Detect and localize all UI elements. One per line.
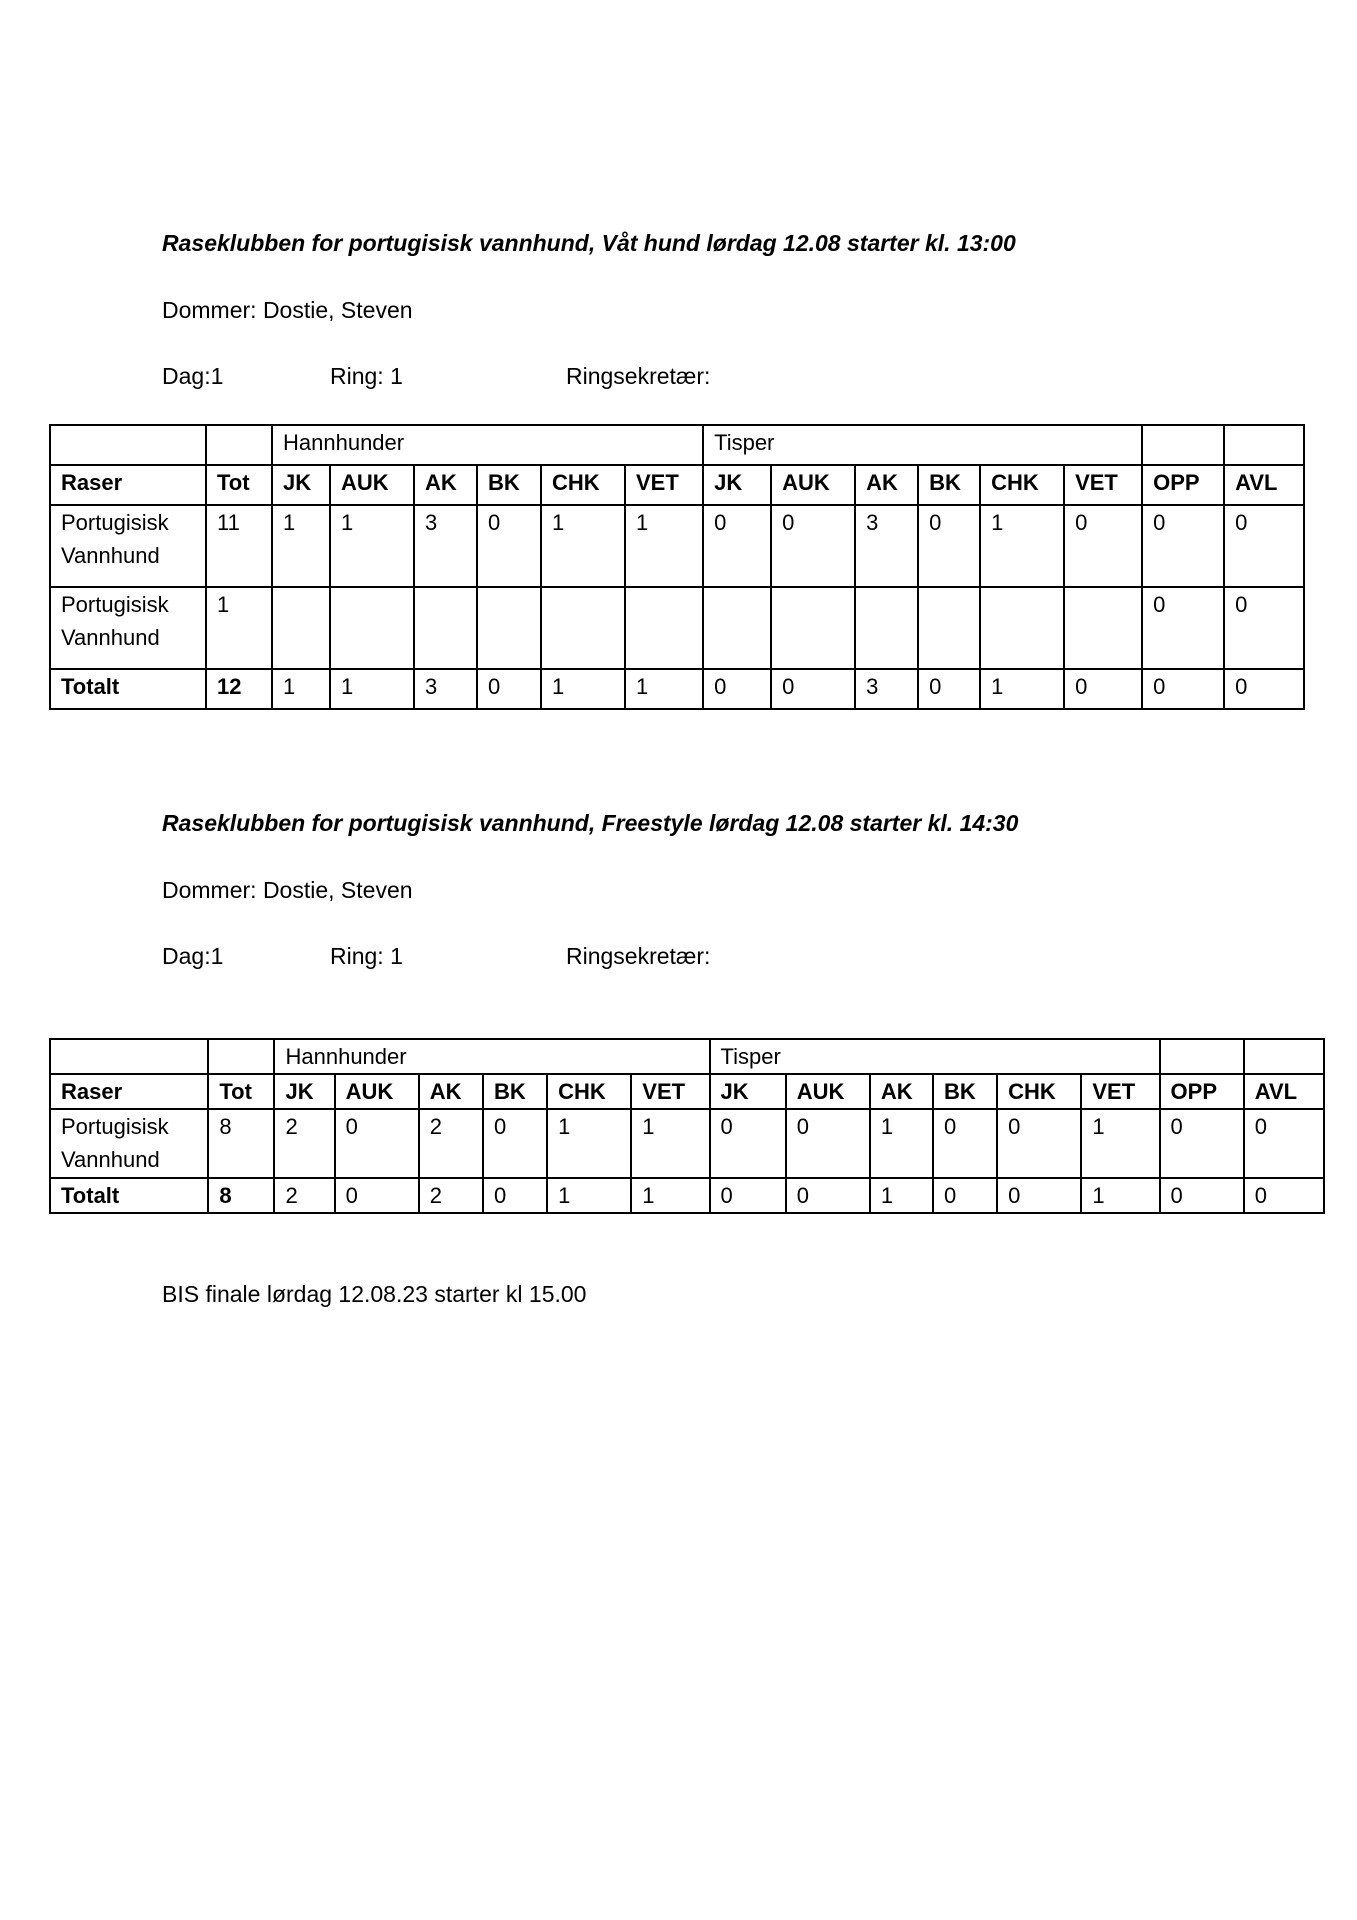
total-cell: 0 bbox=[1224, 669, 1304, 709]
group-males-header: Hannhunder bbox=[272, 425, 703, 465]
breed-name: Portugisisk Vannhund bbox=[50, 587, 206, 669]
total-cell: 0 bbox=[703, 669, 771, 709]
column-header-row bbox=[50, 465, 1304, 505]
total-cell: 1 bbox=[870, 1178, 933, 1213]
column-header: CHK bbox=[541, 465, 625, 505]
total-cell: 1 bbox=[272, 669, 330, 709]
column-header: Tot bbox=[208, 1074, 274, 1109]
total-cell: 0 bbox=[997, 1178, 1081, 1213]
column-header: AUK bbox=[330, 465, 414, 505]
table-cell: 0 bbox=[1142, 587, 1224, 669]
column-header: JK bbox=[703, 465, 771, 505]
total-cell: 1 bbox=[980, 669, 1064, 709]
total-cell: 3 bbox=[855, 669, 918, 709]
column-header: JK bbox=[272, 465, 330, 505]
table-cell: 0 bbox=[1142, 505, 1224, 587]
section1-ring: Ring: 1 bbox=[330, 363, 403, 389]
table-cell bbox=[918, 587, 980, 669]
empty-cell bbox=[206, 425, 272, 465]
column-header: Tot bbox=[206, 465, 272, 505]
total-cell: 0 bbox=[771, 669, 855, 709]
column-header: VET bbox=[1081, 1074, 1159, 1109]
section2-heading: Raseklubben for portugisisk vannhund, Freestyle lørdag 12.08 starter kl. 14:30 bbox=[162, 810, 1019, 836]
total-cell: 0 bbox=[335, 1178, 419, 1213]
column-header: AVL bbox=[1244, 1074, 1324, 1109]
total-cell: 0 bbox=[1244, 1178, 1324, 1213]
empty-cell bbox=[1244, 1039, 1324, 1074]
total-cell: 1 bbox=[625, 669, 703, 709]
table-cell: 3 bbox=[855, 505, 918, 587]
total-cell: 0 bbox=[1142, 669, 1224, 709]
table-cell bbox=[1064, 587, 1142, 669]
table-cell: 0 bbox=[483, 1109, 547, 1178]
total-cell: 1 bbox=[1081, 1178, 1159, 1213]
column-header: CHK bbox=[980, 465, 1064, 505]
total-cell: 12 bbox=[206, 669, 272, 709]
section1-heading: Raseklubben for portugisisk vannhund, Våt hund lørdag 12.08 starter kl. 13:00 bbox=[162, 230, 1016, 256]
table-cell: 2 bbox=[274, 1109, 334, 1178]
table-cell bbox=[272, 587, 330, 669]
table-row bbox=[50, 1109, 1324, 1178]
section2-info bbox=[162, 943, 862, 973]
column-header: BK bbox=[483, 1074, 547, 1109]
table-cell: 1 bbox=[547, 1109, 631, 1178]
table-cell bbox=[477, 587, 541, 669]
column-header: BK bbox=[477, 465, 541, 505]
table-cell: 0 bbox=[1064, 505, 1142, 587]
table-cell: 1 bbox=[1081, 1109, 1159, 1178]
total-cell: 0 bbox=[1160, 1178, 1244, 1213]
column-header: CHK bbox=[997, 1074, 1081, 1109]
total-cell: 1 bbox=[541, 669, 625, 709]
total-row bbox=[50, 669, 1304, 709]
table-cell: 0 bbox=[997, 1109, 1081, 1178]
total-row bbox=[50, 1178, 1324, 1213]
table-cell: 1 bbox=[272, 505, 330, 587]
total-label: Totalt bbox=[50, 669, 206, 709]
column-header: VET bbox=[631, 1074, 709, 1109]
column-header: OPP bbox=[1160, 1074, 1244, 1109]
section2-table bbox=[49, 1038, 1325, 1214]
table-cell: 11 bbox=[206, 505, 272, 587]
section1-secretary: Ringsekretær: bbox=[566, 363, 711, 389]
table-cell: 3 bbox=[414, 505, 477, 587]
table-cell: 0 bbox=[477, 505, 541, 587]
empty-cell bbox=[50, 425, 206, 465]
section2-secretary: Ringsekretær: bbox=[566, 943, 711, 969]
section1-judge: Dommer: Dostie, Steven bbox=[162, 297, 413, 323]
total-cell: 0 bbox=[933, 1178, 997, 1213]
column-header: JK bbox=[274, 1074, 334, 1109]
total-cell: 0 bbox=[710, 1178, 786, 1213]
table-row bbox=[50, 505, 1304, 587]
column-header: AK bbox=[419, 1074, 483, 1109]
column-header: AVL bbox=[1224, 465, 1304, 505]
total-cell: 2 bbox=[274, 1178, 334, 1213]
empty-cell bbox=[208, 1039, 274, 1074]
table-cell: 0 bbox=[771, 505, 855, 587]
group-header-row bbox=[50, 425, 1304, 465]
table-cell bbox=[980, 587, 1064, 669]
section2-day: Dag:1 bbox=[162, 943, 224, 969]
table-cell: 0 bbox=[1160, 1109, 1244, 1178]
total-cell: 0 bbox=[477, 669, 541, 709]
table-cell: 0 bbox=[1244, 1109, 1324, 1178]
table-cell: 0 bbox=[1224, 505, 1304, 587]
total-label: Totalt bbox=[50, 1178, 208, 1213]
table-cell: 1 bbox=[625, 505, 703, 587]
table-cell: 8 bbox=[208, 1109, 274, 1178]
empty-cell bbox=[1224, 425, 1304, 465]
column-header: AK bbox=[855, 465, 918, 505]
column-header: VET bbox=[625, 465, 703, 505]
total-cell: 0 bbox=[1064, 669, 1142, 709]
total-cell: 1 bbox=[547, 1178, 631, 1213]
group-males-header: Hannhunder bbox=[274, 1039, 709, 1074]
section1-day: Dag:1 bbox=[162, 363, 224, 389]
section2-ring: Ring: 1 bbox=[330, 943, 403, 969]
column-header: BK bbox=[933, 1074, 997, 1109]
table-cell: 1 bbox=[541, 505, 625, 587]
total-cell: 8 bbox=[208, 1178, 274, 1213]
breed-name: Portugisisk Vannhund bbox=[50, 1109, 208, 1178]
group-females-header: Tisper bbox=[703, 425, 1142, 465]
column-header: JK bbox=[710, 1074, 786, 1109]
table-row bbox=[50, 587, 1304, 669]
table-cell: 0 bbox=[918, 505, 980, 587]
section2-judge: Dommer: Dostie, Steven bbox=[162, 877, 413, 903]
table-cell: 1 bbox=[206, 587, 272, 669]
column-header: BK bbox=[918, 465, 980, 505]
section1-info bbox=[162, 363, 862, 393]
column-header: AK bbox=[414, 465, 477, 505]
table-cell: 1 bbox=[980, 505, 1064, 587]
table-cell: 0 bbox=[1224, 587, 1304, 669]
table-cell: 0 bbox=[933, 1109, 997, 1178]
group-females-header: Tisper bbox=[710, 1039, 1160, 1074]
column-header: CHK bbox=[547, 1074, 631, 1109]
total-cell: 0 bbox=[918, 669, 980, 709]
table-cell: 1 bbox=[330, 505, 414, 587]
table-cell: 2 bbox=[419, 1109, 483, 1178]
total-cell: 0 bbox=[786, 1178, 870, 1213]
breed-name: Portugisisk Vannhund bbox=[50, 505, 206, 587]
column-header: Raser bbox=[50, 1074, 208, 1109]
column-header: VET bbox=[1064, 465, 1142, 505]
group-header-row bbox=[50, 1039, 1324, 1074]
empty-cell bbox=[1160, 1039, 1244, 1074]
empty-cell bbox=[1142, 425, 1224, 465]
bis-final-note: BIS finale lørdag 12.08.23 starter kl 15.00 bbox=[162, 1281, 587, 1307]
table-cell bbox=[703, 587, 771, 669]
column-header: AUK bbox=[786, 1074, 870, 1109]
table-cell: 0 bbox=[710, 1109, 786, 1178]
total-cell: 1 bbox=[330, 669, 414, 709]
column-header: OPP bbox=[1142, 465, 1224, 505]
table-cell: 0 bbox=[786, 1109, 870, 1178]
table-cell: 0 bbox=[335, 1109, 419, 1178]
table-cell: 1 bbox=[870, 1109, 933, 1178]
total-cell: 3 bbox=[414, 669, 477, 709]
table-cell bbox=[855, 587, 918, 669]
table-cell: 0 bbox=[703, 505, 771, 587]
empty-cell bbox=[50, 1039, 208, 1074]
column-header: AK bbox=[870, 1074, 933, 1109]
table-cell bbox=[625, 587, 703, 669]
total-cell: 2 bbox=[419, 1178, 483, 1213]
section1-table bbox=[49, 424, 1305, 710]
column-header: AUK bbox=[335, 1074, 419, 1109]
total-cell: 0 bbox=[483, 1178, 547, 1213]
table-cell: 1 bbox=[631, 1109, 709, 1178]
table-cell bbox=[330, 587, 414, 669]
column-header: Raser bbox=[50, 465, 206, 505]
total-cell: 1 bbox=[631, 1178, 709, 1213]
column-header: AUK bbox=[771, 465, 855, 505]
table-cell bbox=[414, 587, 477, 669]
table-cell bbox=[541, 587, 625, 669]
table-cell bbox=[771, 587, 855, 669]
column-header-row bbox=[50, 1074, 1324, 1109]
